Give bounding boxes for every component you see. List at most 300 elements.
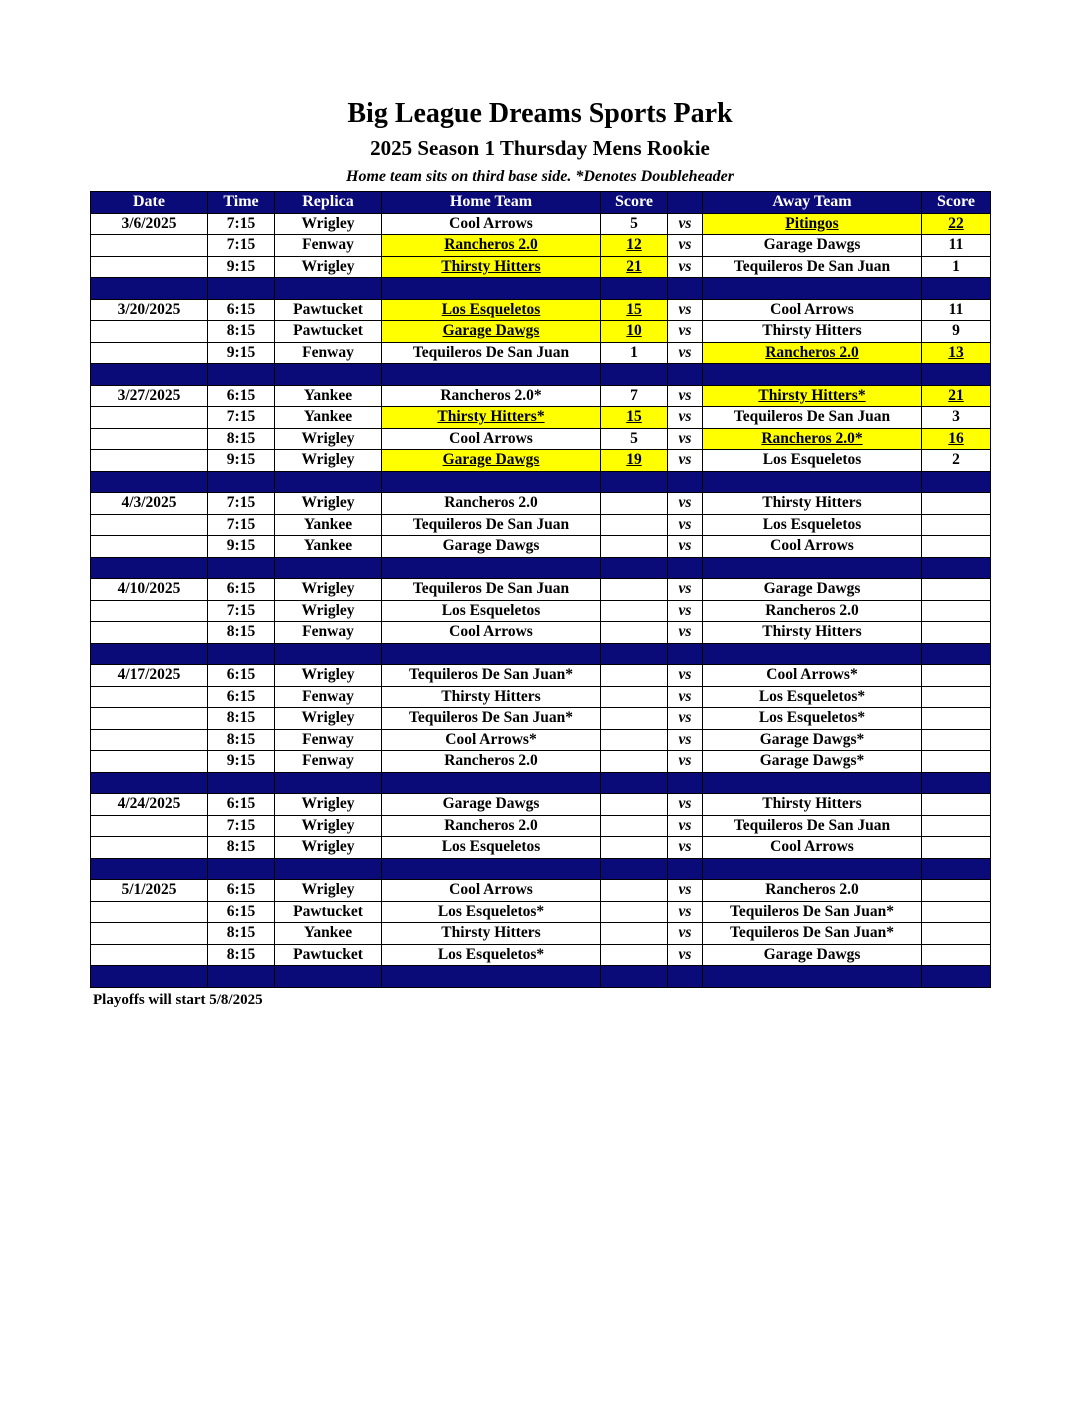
game-date: 3/6/2025 <box>91 213 208 235</box>
game-field: Fenway <box>275 342 382 364</box>
game-field: Wrigley <box>275 579 382 601</box>
home-score <box>601 579 668 601</box>
game-field: Pawtucket <box>275 299 382 321</box>
separator-cell <box>922 643 991 665</box>
separator-cell <box>275 278 382 300</box>
home-score: 5 <box>601 213 668 235</box>
vs-label: vs <box>668 622 703 644</box>
game-time: 8:15 <box>208 622 275 644</box>
home-team: Rancheros 2.0* <box>382 385 601 407</box>
vs-label: vs <box>668 686 703 708</box>
home-score: 15 <box>601 407 668 429</box>
game-date <box>91 686 208 708</box>
separator-cell <box>208 278 275 300</box>
away-score <box>922 794 991 816</box>
separator-cell <box>275 471 382 493</box>
home-team: Tequileros De San Juan <box>382 342 601 364</box>
away-score <box>922 729 991 751</box>
page-title: Big League Dreams Sports Park <box>347 98 733 129</box>
game-time: 8:15 <box>208 729 275 751</box>
game-field: Yankee <box>275 536 382 558</box>
separator-cell <box>208 772 275 794</box>
away-team: Rancheros 2.0 <box>703 600 922 622</box>
home-score: 7 <box>601 385 668 407</box>
table-row <box>91 815 991 837</box>
game-date <box>91 923 208 945</box>
away-team: Garage Dawgs* <box>703 751 922 773</box>
game-field: Fenway <box>275 622 382 644</box>
home-score: 10 <box>601 321 668 343</box>
col-header-away-team: Away Team <box>703 192 922 214</box>
away-score <box>922 751 991 773</box>
table-row <box>91 622 991 644</box>
game-time: 8:15 <box>208 837 275 859</box>
game-date: 3/20/2025 <box>91 299 208 321</box>
vs-label: vs <box>668 579 703 601</box>
separator-cell <box>91 772 208 794</box>
separator-cell <box>208 364 275 386</box>
table-row <box>91 751 991 773</box>
separator-cell <box>275 966 382 988</box>
game-time: 8:15 <box>208 708 275 730</box>
separator-cell <box>208 471 275 493</box>
home-score <box>601 708 668 730</box>
game-time: 7:15 <box>208 815 275 837</box>
schedule-table <box>90 191 991 988</box>
separator-cell <box>668 364 703 386</box>
game-time: 8:15 <box>208 923 275 945</box>
game-field: Yankee <box>275 407 382 429</box>
home-team: Thirsty Hitters* <box>382 407 601 429</box>
vs-label: vs <box>668 299 703 321</box>
home-score <box>601 923 668 945</box>
away-score <box>922 686 991 708</box>
game-field: Fenway <box>275 235 382 257</box>
game-time: 6:15 <box>208 686 275 708</box>
home-team: Garage Dawgs <box>382 450 601 472</box>
separator-cell <box>922 858 991 880</box>
table-row <box>91 428 991 450</box>
separator-cell <box>922 557 991 579</box>
game-date <box>91 751 208 773</box>
game-date: 4/24/2025 <box>91 794 208 816</box>
separator-cell <box>703 364 922 386</box>
game-date <box>91 815 208 837</box>
away-score: 16 <box>922 428 991 450</box>
away-team: Garage Dawgs <box>703 944 922 966</box>
separator-cell <box>601 966 668 988</box>
vs-label: vs <box>668 407 703 429</box>
vs-label: vs <box>668 450 703 472</box>
home-team: Tequileros De San Juan* <box>382 665 601 687</box>
game-date <box>91 622 208 644</box>
vs-label: vs <box>668 256 703 278</box>
week-separator-row <box>91 557 991 579</box>
game-field: Wrigley <box>275 493 382 515</box>
separator-cell <box>91 858 208 880</box>
separator-cell <box>703 278 922 300</box>
vs-label: vs <box>668 235 703 257</box>
vs-label: vs <box>668 600 703 622</box>
game-field: Wrigley <box>275 600 382 622</box>
game-date <box>91 944 208 966</box>
away-score: 1 <box>922 256 991 278</box>
home-score <box>601 794 668 816</box>
away-score <box>922 708 991 730</box>
separator-cell <box>601 643 668 665</box>
game-time: 7:15 <box>208 235 275 257</box>
away-team: Thirsty Hitters* <box>703 385 922 407</box>
separator-cell <box>668 966 703 988</box>
home-team: Cool Arrows <box>382 622 601 644</box>
home-score <box>601 665 668 687</box>
away-team: Tequileros De San Juan* <box>703 901 922 923</box>
separator-cell <box>922 278 991 300</box>
game-time: 7:15 <box>208 600 275 622</box>
col-header-vs <box>668 192 703 214</box>
separator-cell <box>601 471 668 493</box>
game-date <box>91 235 208 257</box>
separator-cell <box>703 471 922 493</box>
home-score: 19 <box>601 450 668 472</box>
table-row <box>91 407 991 429</box>
game-date <box>91 837 208 859</box>
separator-cell <box>91 557 208 579</box>
game-field: Fenway <box>275 751 382 773</box>
home-team: Rancheros 2.0 <box>382 493 601 515</box>
game-field: Wrigley <box>275 708 382 730</box>
separator-cell <box>703 772 922 794</box>
vs-label: vs <box>668 901 703 923</box>
away-score: 11 <box>922 235 991 257</box>
home-team: Garage Dawgs <box>382 536 601 558</box>
separator-cell <box>91 364 208 386</box>
separator-cell <box>922 471 991 493</box>
away-score <box>922 665 991 687</box>
separator-cell <box>922 772 991 794</box>
week-separator-row <box>91 364 991 386</box>
home-score <box>601 944 668 966</box>
home-team: Cool Arrows <box>382 213 601 235</box>
home-team: Los Esqueletos <box>382 837 601 859</box>
table-row <box>91 837 991 859</box>
col-header-date: Date <box>91 192 208 214</box>
separator-cell <box>601 364 668 386</box>
home-score <box>601 815 668 837</box>
away-team: Thirsty Hitters <box>703 622 922 644</box>
home-score: 12 <box>601 235 668 257</box>
separator-cell <box>382 471 601 493</box>
separator-cell <box>275 858 382 880</box>
separator-cell <box>703 557 922 579</box>
vs-label: vs <box>668 923 703 945</box>
game-field: Wrigley <box>275 837 382 859</box>
away-team: Cool Arrows <box>703 299 922 321</box>
game-time: 6:15 <box>208 901 275 923</box>
game-field: Wrigley <box>275 665 382 687</box>
table-row <box>91 385 991 407</box>
separator-cell <box>382 557 601 579</box>
home-score <box>601 901 668 923</box>
game-time: 6:15 <box>208 665 275 687</box>
separator-cell <box>382 364 601 386</box>
vs-label: vs <box>668 321 703 343</box>
table-row <box>91 536 991 558</box>
home-team: Los Esqueletos* <box>382 901 601 923</box>
away-score: 11 <box>922 299 991 321</box>
separator-cell <box>668 772 703 794</box>
away-score <box>922 901 991 923</box>
game-date: 3/27/2025 <box>91 385 208 407</box>
away-team: Cool Arrows <box>703 837 922 859</box>
home-score <box>601 686 668 708</box>
home-team: Tequileros De San Juan <box>382 579 601 601</box>
game-date <box>91 729 208 751</box>
table-header-row <box>91 192 991 214</box>
separator-cell <box>208 643 275 665</box>
separator-cell <box>275 772 382 794</box>
vs-label: vs <box>668 428 703 450</box>
game-time: 7:15 <box>208 514 275 536</box>
game-field: Fenway <box>275 686 382 708</box>
home-team: Rancheros 2.0 <box>382 751 601 773</box>
away-team: Thirsty Hitters <box>703 493 922 515</box>
away-team: Garage Dawgs <box>703 579 922 601</box>
away-team: Thirsty Hitters <box>703 321 922 343</box>
table-row <box>91 600 991 622</box>
home-score <box>601 751 668 773</box>
home-team: Thirsty Hitters <box>382 256 601 278</box>
home-score <box>601 493 668 515</box>
vs-label: vs <box>668 665 703 687</box>
col-header-away-score: Score <box>922 192 991 214</box>
home-team: Cool Arrows <box>382 428 601 450</box>
separator-cell <box>382 858 601 880</box>
game-time: 8:15 <box>208 944 275 966</box>
home-score <box>601 837 668 859</box>
game-date <box>91 407 208 429</box>
away-team: Los Esqueletos <box>703 450 922 472</box>
home-score <box>601 514 668 536</box>
game-time: 8:15 <box>208 428 275 450</box>
table-row <box>91 579 991 601</box>
vs-label: vs <box>668 514 703 536</box>
away-team: Thirsty Hitters <box>703 794 922 816</box>
separator-cell <box>208 966 275 988</box>
separator-cell <box>922 364 991 386</box>
separator-cell <box>668 643 703 665</box>
away-team: Garage Dawgs <box>703 235 922 257</box>
game-date <box>91 256 208 278</box>
home-team: Tequileros De San Juan <box>382 514 601 536</box>
game-field: Wrigley <box>275 880 382 902</box>
vs-label: vs <box>668 536 703 558</box>
away-score <box>922 837 991 859</box>
game-date: 5/1/2025 <box>91 880 208 902</box>
game-date <box>91 514 208 536</box>
game-time: 6:15 <box>208 794 275 816</box>
game-date <box>91 321 208 343</box>
home-team: Cool Arrows* <box>382 729 601 751</box>
home-team: Rancheros 2.0 <box>382 235 601 257</box>
table-row <box>91 686 991 708</box>
separator-cell <box>208 858 275 880</box>
home-team: Thirsty Hitters <box>382 686 601 708</box>
table-row <box>91 213 991 235</box>
game-field: Fenway <box>275 729 382 751</box>
away-team: Tequileros De San Juan* <box>703 923 922 945</box>
game-date: 4/17/2025 <box>91 665 208 687</box>
vs-label: vs <box>668 385 703 407</box>
game-field: Wrigley <box>275 450 382 472</box>
game-field: Pawtucket <box>275 944 382 966</box>
home-team: Tequileros De San Juan* <box>382 708 601 730</box>
game-time: 6:15 <box>208 385 275 407</box>
game-field: Wrigley <box>275 213 382 235</box>
separator-cell <box>275 643 382 665</box>
separator-cell <box>703 966 922 988</box>
game-date <box>91 342 208 364</box>
away-team: Tequileros De San Juan <box>703 256 922 278</box>
week-separator-row <box>91 278 991 300</box>
vs-label: vs <box>668 794 703 816</box>
game-field: Wrigley <box>275 256 382 278</box>
away-score: 22 <box>922 213 991 235</box>
separator-cell <box>91 966 208 988</box>
away-team: Cool Arrows <box>703 536 922 558</box>
away-team: Pitingos <box>703 213 922 235</box>
schedule-note: Home team sits on third base side. *Denotes Doubleheader <box>346 168 734 185</box>
separator-cell <box>275 364 382 386</box>
game-time: 9:15 <box>208 450 275 472</box>
col-header-replica: Replica <box>275 192 382 214</box>
separator-cell <box>601 278 668 300</box>
home-team: Los Esqueletos <box>382 299 601 321</box>
week-separator-row <box>91 772 991 794</box>
table-row <box>91 321 991 343</box>
table-row <box>91 729 991 751</box>
home-team: Cool Arrows <box>382 880 601 902</box>
away-team: Rancheros 2.0 <box>703 880 922 902</box>
away-score <box>922 815 991 837</box>
game-time: 9:15 <box>208 751 275 773</box>
home-score: 15 <box>601 299 668 321</box>
away-team: Los Esqueletos <box>703 514 922 536</box>
vs-label: vs <box>668 751 703 773</box>
away-team: Tequileros De San Juan <box>703 815 922 837</box>
separator-cell <box>703 643 922 665</box>
game-field: Pawtucket <box>275 901 382 923</box>
vs-label: vs <box>668 944 703 966</box>
separator-cell <box>668 557 703 579</box>
vs-label: vs <box>668 815 703 837</box>
home-score <box>601 880 668 902</box>
home-score: 5 <box>601 428 668 450</box>
away-score: 21 <box>922 385 991 407</box>
game-field: Wrigley <box>275 815 382 837</box>
week-separator-row <box>91 471 991 493</box>
away-team: Garage Dawgs* <box>703 729 922 751</box>
vs-label: vs <box>668 837 703 859</box>
separator-cell <box>91 278 208 300</box>
game-date <box>91 708 208 730</box>
separator-cell <box>382 772 601 794</box>
away-score <box>922 536 991 558</box>
game-field: Yankee <box>275 385 382 407</box>
separator-cell <box>601 858 668 880</box>
col-header-home-score: Score <box>601 192 668 214</box>
separator-cell <box>382 278 601 300</box>
table-row <box>91 235 991 257</box>
vs-label: vs <box>668 708 703 730</box>
home-score <box>601 600 668 622</box>
table-row <box>91 299 991 321</box>
game-date <box>91 428 208 450</box>
playoffs-note: Playoffs will start 5/8/2025 <box>93 992 263 1008</box>
home-score <box>601 536 668 558</box>
home-score: 21 <box>601 256 668 278</box>
separator-cell <box>668 278 703 300</box>
game-date <box>91 600 208 622</box>
away-score <box>922 622 991 644</box>
page-subtitle: 2025 Season 1 Thursday Mens Rookie <box>370 136 710 160</box>
home-score <box>601 622 668 644</box>
game-field: Wrigley <box>275 794 382 816</box>
home-team: Los Esqueletos* <box>382 944 601 966</box>
away-score <box>922 514 991 536</box>
table-row <box>91 794 991 816</box>
col-header-time: Time <box>208 192 275 214</box>
away-score <box>922 493 991 515</box>
vs-label: vs <box>668 493 703 515</box>
away-team: Rancheros 2.0 <box>703 342 922 364</box>
away-team: Tequileros De San Juan <box>703 407 922 429</box>
game-field: Wrigley <box>275 428 382 450</box>
away-team: Cool Arrows* <box>703 665 922 687</box>
game-time: 7:15 <box>208 407 275 429</box>
table-row <box>91 880 991 902</box>
home-team: Rancheros 2.0 <box>382 815 601 837</box>
table-row <box>91 450 991 472</box>
separator-cell <box>275 557 382 579</box>
home-score: 1 <box>601 342 668 364</box>
separator-cell <box>382 966 601 988</box>
game-date: 4/3/2025 <box>91 493 208 515</box>
col-header-home-team: Home Team <box>382 192 601 214</box>
away-score: 2 <box>922 450 991 472</box>
separator-cell <box>922 966 991 988</box>
away-score: 9 <box>922 321 991 343</box>
separator-cell <box>382 643 601 665</box>
table-row <box>91 493 991 515</box>
separator-cell <box>668 858 703 880</box>
game-date <box>91 536 208 558</box>
game-time: 7:15 <box>208 213 275 235</box>
away-score <box>922 923 991 945</box>
week-separator-row <box>91 858 991 880</box>
away-score <box>922 579 991 601</box>
game-field: Yankee <box>275 514 382 536</box>
game-time: 6:15 <box>208 299 275 321</box>
game-time: 7:15 <box>208 493 275 515</box>
home-team: Los Esqueletos <box>382 600 601 622</box>
week-separator-row <box>91 643 991 665</box>
home-team: Garage Dawgs <box>382 321 601 343</box>
away-score <box>922 600 991 622</box>
game-time: 9:15 <box>208 536 275 558</box>
schedule-body <box>91 213 991 987</box>
away-score: 13 <box>922 342 991 364</box>
